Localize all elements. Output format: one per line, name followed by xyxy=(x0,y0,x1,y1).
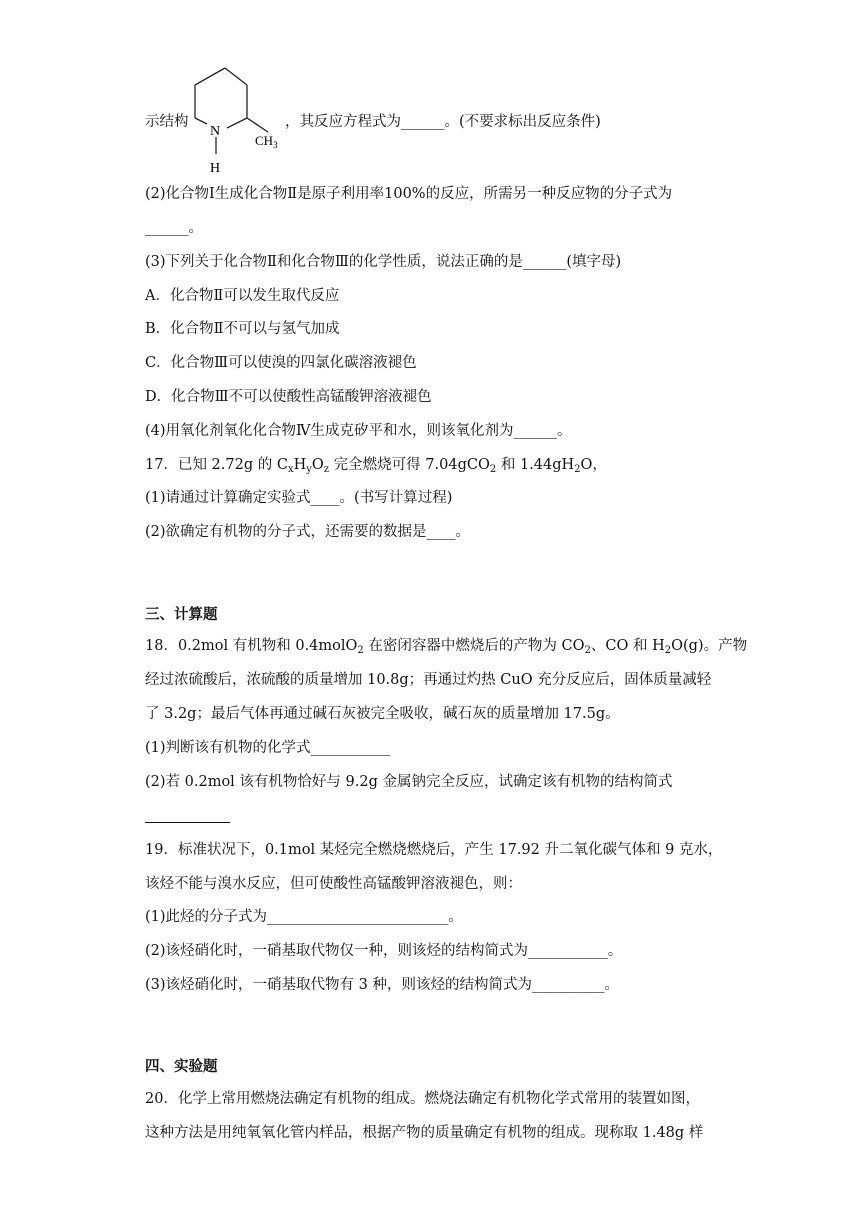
question-18-2: (2)若 0.2mol 该有机物恰好与 9.2g 金属钠完全反应，试确定该有机物的结构简式 xyxy=(145,774,673,790)
question-16-2: (2)化合物Ⅰ生成化合物Ⅱ是原子利用率100%的反应，所需另一种反应物的分子式为 xyxy=(145,186,673,202)
question-20: 20．化学上常用燃烧法确定有机物的组成。燃烧法确定有机物化学式常用的装置如图， xyxy=(145,1091,700,1107)
question-17-2: (2)欲确定有机物的分子式，还需要的数据是____。 xyxy=(145,524,471,540)
line-reaction-equation: ，其反应方程式为______。(不要求标出反应条件) xyxy=(285,114,601,130)
question-20-cont: 这种方法是用纯氧氧化管内样品，根据产物的质量确定有机物的组成。现称取 1.48g 样 xyxy=(145,1125,704,1141)
question-18-cont-1: 经过浓硫酸后，浓硫酸的质量增加 10.8g；再通过灼热 CuO 充分反应后，固体质量减轻 xyxy=(145,672,712,688)
section-heading-calculation: 三、计算题 xyxy=(145,607,218,623)
question-17-1: (1)请通过计算确定实验式____。(书写计算过程) xyxy=(145,490,453,506)
question-16-4: (4)用氧化剂氧化化合物Ⅳ生成克矽平和水，则该氧化剂为______。 xyxy=(145,423,572,439)
question-16-2-blank: ______。 xyxy=(145,220,203,236)
answer-blank-line xyxy=(145,822,230,823)
question-16-3: (3)下列关于化合物Ⅱ和化合物Ⅲ的化学性质，说法正确的是______(填字母) xyxy=(145,254,622,270)
question-18-1: (1)判断该有机物的化学式___________ xyxy=(145,740,391,756)
option-b: B．化合物Ⅱ不可以与氢气加成 xyxy=(145,321,340,337)
option-d: D．化合物Ⅲ不可以使酸性高锰酸钾溶液褪色 xyxy=(145,389,432,405)
question-19-cont: 该烃不能与溴水反应，但可使酸性高锰酸钾溶液褪色，则： xyxy=(145,876,522,892)
methylpiperidine-structure xyxy=(185,60,295,180)
question-19-2: (2)该烃硝化时，一硝基取代物仅一种，则该烃的结构简式为___________。 xyxy=(145,943,623,959)
section-heading-experiment: 四、实验题 xyxy=(145,1059,218,1075)
question-18: 18．0.2mol 有机物和 0.4molO$_2$ 在密闭容器中燃烧后的产物为 $CO_2$、CO 和 $H_2O(g)$。产物 xyxy=(145,638,748,656)
nitrogen-label: N xyxy=(210,124,221,139)
hydrogen-label: H xyxy=(210,161,221,176)
methyl-label: $CH_3$ xyxy=(255,133,278,150)
line-structure-prefix: 示结构 xyxy=(145,114,189,130)
question-19: 19．标准状况下，0.1mol 某烃完全燃烧燃烧后，产生 17.92 升二氧化碳气体和 9 克水， xyxy=(145,842,723,858)
question-18-cont-2: 了 3.2g；最后气体再通过碱石灰被完全吸收，碱石灰的质量增加 17.5g。 xyxy=(145,706,620,722)
option-c: C．化合物Ⅲ可以使溴的四氯化碳溶液褪色 xyxy=(145,355,417,371)
question-19-1: (1)此烃的分子式为_________________________。 xyxy=(145,909,463,925)
question-19-3: (3)该烃硝化时，一硝基取代物有 3 种，则该烃的结构简式为__________。 xyxy=(145,977,619,993)
question-17: 17．已知 2.72g 的 $C_xH_yO_z$ 完全燃烧可得 7.04gCO$_2$ 和 $1.44gH_2O$， xyxy=(145,457,607,475)
option-a: A．化合物Ⅱ可以发生取代反应 xyxy=(145,288,340,304)
